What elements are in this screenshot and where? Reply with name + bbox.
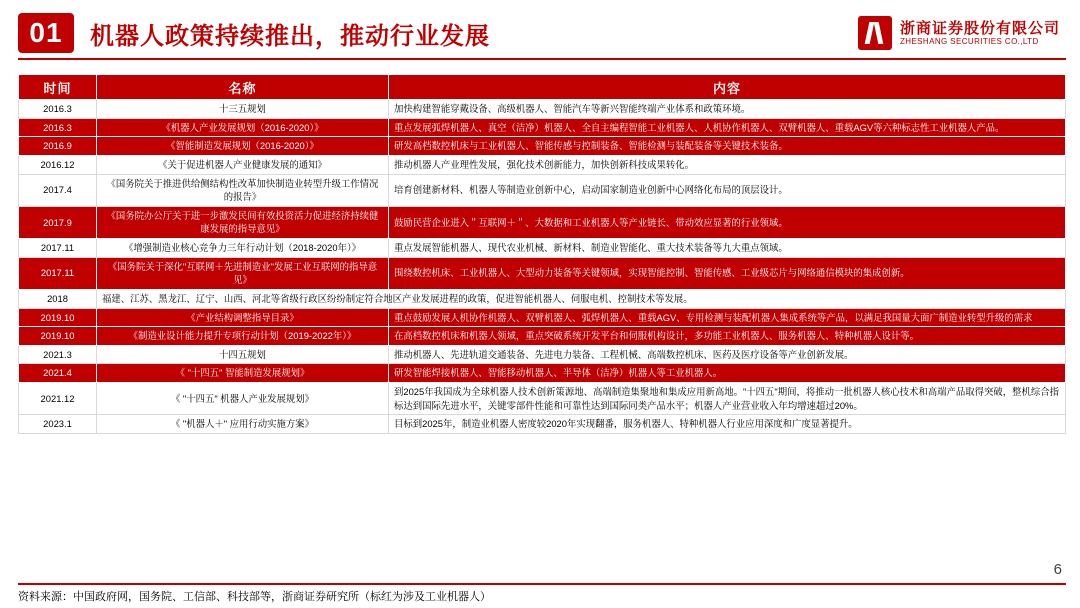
cell-time: 2021.3: [19, 345, 97, 364]
footer-divider: [18, 583, 1066, 585]
header-divider: [18, 58, 1066, 60]
cell-time: 2018: [19, 289, 97, 308]
page-number: 6: [1053, 561, 1062, 578]
company-name-cn: 浙商证券股份有限公司: [899, 19, 1060, 37]
cell-content: 在高档数控机床和机器人领域，重点突破系统开发平台和伺服机构设计，多功能工业机器人、服务机器人、特种机器人设计等。: [389, 327, 1066, 346]
cell-content: 重点鼓励发展人机协作机器人、双臂机器人、弧焊机器人、重载AGV、专用检测与装配机器人集成系统等产品，以满足我国量大面广制造业转型升级的需求: [389, 308, 1066, 327]
section-number: 01: [18, 13, 74, 53]
cell-content: 研发智能焊接机器人、智能移动机器人、半导体（洁净）机器人等工业机器人。: [389, 364, 1066, 383]
cell-name: 《机器人产业发展规划（2016-2020）》: [97, 118, 389, 137]
cell-content: 加快构建智能穿戴设备、高级机器人、智能汽车等新兴智能终端产业体系和政策环境。: [389, 100, 1066, 119]
cell-name: 十四五规划: [97, 345, 389, 364]
policy-table: [18, 74, 1066, 434]
cell-time: 2017.11: [19, 257, 97, 289]
cell-content: 重点发展智能机器人、现代农业机械、新材料、制造业智能化、重大技术装备等九大重点领域。: [389, 239, 1066, 258]
cell-name: 《智能制造发展规划（2016-2020）》: [97, 137, 389, 156]
slide-footer: [18, 583, 1066, 604]
table-row: [19, 100, 1066, 119]
cell-content: 围绕数控机床、工业机器人、大型动力装备等关键领域，实现智能控制、智能传感、工业级芯片与网络通信模块的集成创新。: [389, 257, 1066, 289]
cell-content: 目标到2025年，制造业机器人密度较2020年实现翻番，服务机器人、特种机器人行业应用深度和广度显著提升。: [389, 415, 1066, 434]
company-logo: [858, 16, 1066, 50]
cell-content: 推动机器人、先进轨道交通装备、先进电力装备、工程机械、高端数控机床、医药及医疗设备等产业创新发展。: [389, 345, 1066, 364]
table-row: [19, 415, 1066, 434]
cell-merged-content: 福建、江苏、黑龙江、辽宁、山西、河北等省级行政区纷纷制定符合地区产业发展进程的政策，促进智能机器人、伺服电机、控制技术等发展。: [97, 289, 1066, 308]
cell-name: 《 "十四五" 机器人产业发展规划》: [97, 383, 389, 415]
table-row: [19, 327, 1066, 346]
table-row: [19, 239, 1066, 258]
table-row: [19, 364, 1066, 383]
logo-text: [900, 20, 1060, 46]
cell-content: 重点发展弧焊机器人、真空（洁净）机器人、全自主编程智能工业机器人、人机协作机器人、双臂机器人、重载AGV等六种标志性工业机器人产品。: [389, 118, 1066, 137]
cell-time: 2023.1: [19, 415, 97, 434]
cell-time: 2016.12: [19, 155, 97, 174]
company-name-en: ZHESHANG SECURITIES CO.,LTD: [899, 37, 1039, 47]
cell-time: 2021.12: [19, 383, 97, 415]
cell-content: 鼓励民营企业进入＂互联网＋＂、大数据和工业机器人等产业链长、带动效应显著的行业领域。: [389, 206, 1066, 238]
cell-name: 《国务院关于深化"互联网＋先进制造业"发展工业互联网的指导意见》: [97, 257, 389, 289]
column-header-name: 名称: [97, 75, 389, 100]
cell-time: 2016.9: [19, 137, 97, 156]
cell-name: 《关于促进机器人产业健康发展的通知》: [97, 155, 389, 174]
cell-time: 2017.4: [19, 174, 97, 206]
logo-icon: [858, 16, 892, 50]
column-header-content: 内容: [389, 75, 1066, 100]
table-row: [19, 137, 1066, 156]
page-title: 机器人政策持续推出，推动行业发展: [90, 22, 490, 50]
cell-time: 2016.3: [19, 118, 97, 137]
table-row: [19, 345, 1066, 364]
table-header-row: [19, 75, 1066, 100]
cell-name: 《增强制造业核心竞争力三年行动计划（2018-2020年）》: [97, 239, 389, 258]
cell-content: 推动机器人产业理性发展，强化技术创新能力，加快创新科技成果转化。: [389, 155, 1066, 174]
table-row: [19, 118, 1066, 137]
cell-time: 2017.11: [19, 239, 97, 258]
cell-time: 2021.4: [19, 364, 97, 383]
cell-time: 2016.3: [19, 100, 97, 119]
source-note: 资料来源：中国政府网，国务院、工信部、科技部等，浙商证券研究所（标红为涉及工业机器人）: [18, 591, 491, 603]
table-row: [19, 289, 1066, 308]
column-header-time: 时间: [19, 75, 97, 100]
table-row: [19, 155, 1066, 174]
cell-content: 研发高档数控机床与工业机器人、智能传感与控制装备、智能检测与装配装备等关键技术装备。: [389, 137, 1066, 156]
cell-name: 十三五规划: [97, 100, 389, 119]
cell-name: 《 "十四五" 智能制造发展规划》: [97, 364, 389, 383]
table-row: [19, 174, 1066, 206]
cell-name: 《制造业设计能力提升专项行动计划（2019-2022年）》: [97, 327, 389, 346]
cell-name: 《产业结构调整指导目录》: [97, 308, 389, 327]
slide-header: [0, 0, 1080, 66]
table-row: [19, 383, 1066, 415]
policy-table-body: [19, 100, 1066, 434]
cell-time: 2019.10: [19, 327, 97, 346]
cell-content: 培育创建新材料、机器人等制造业创新中心，启动国家制造业创新中心网络化布局的顶层设计。: [389, 174, 1066, 206]
table-row: [19, 206, 1066, 238]
cell-name: 《国务院关于推进供给侧结构性改革加快制造业转型升级工作情况的报告》: [97, 174, 389, 206]
cell-name: 《国务院办公厅关于进一步激发民间有效投资活力促进经济持续健康发展的指导意见》: [97, 206, 389, 238]
policy-table-container: [0, 66, 1080, 434]
cell-time: 2017.9: [19, 206, 97, 238]
cell-name: 《 "机器人＋" 应用行动实施方案》: [97, 415, 389, 434]
table-row: [19, 257, 1066, 289]
cell-time: 2019.10: [19, 308, 97, 327]
cell-content: 到2025年我国成为全球机器人技术创新策源地、高端制造集聚地和集成应用新高地。"十四五"期间，将推动一批机器人核心技术和高端产品取得突破，整机综合指标达到国际先进水平，关键零部件性能和可靠性达到国际同类产品水平；机器人产业营业收入年均增速超过20%。: [389, 383, 1066, 415]
table-row: [19, 308, 1066, 327]
